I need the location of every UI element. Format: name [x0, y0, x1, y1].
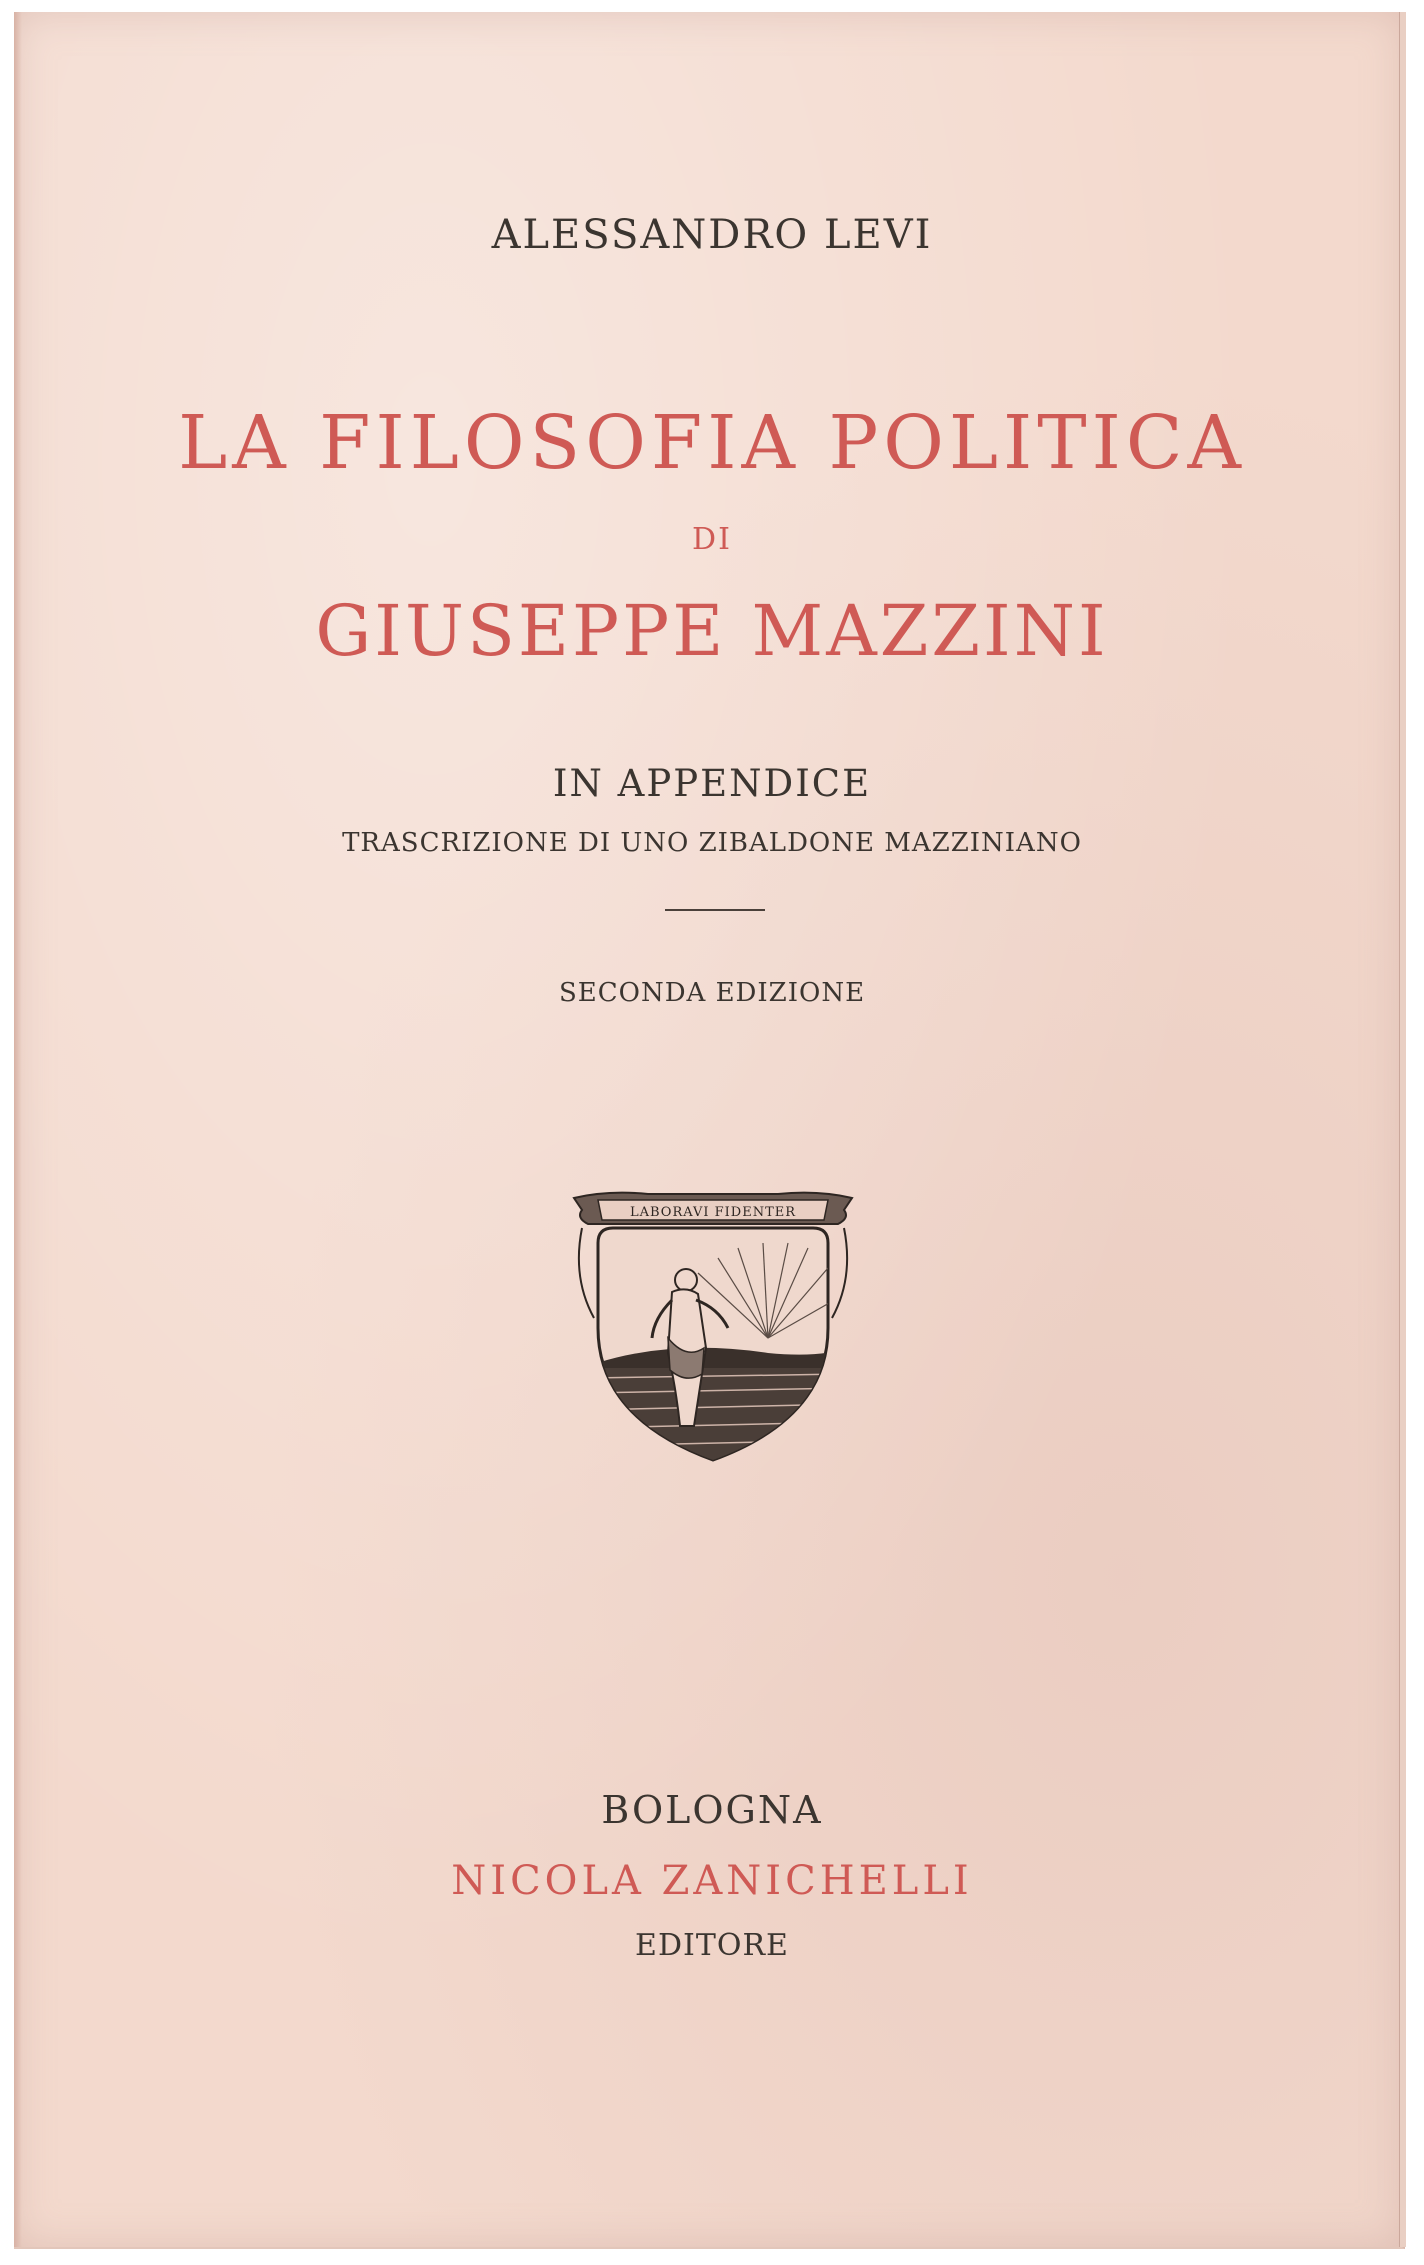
appendix-heading: IN APPENDICE: [552, 762, 872, 805]
divider-rule: [665, 909, 765, 911]
title-line-3: GIUSEPPE MAZZINI: [315, 590, 1109, 672]
publisher-city: BOLOGNA: [601, 1788, 823, 1832]
edition-label: SECONDA EDIZIONE: [558, 978, 866, 1008]
title-line-2: DI: [692, 522, 732, 557]
publisher-emblem-icon: [568, 1188, 858, 1468]
title-line-1: LA FILOSOFIA POLITICA: [178, 400, 1246, 486]
spine-edge: [14, 12, 22, 2247]
cover-paper: [14, 12, 1405, 2249]
author-name: ALESSANDRO LEVI: [491, 212, 933, 258]
publisher-role: EDITORE: [635, 1928, 789, 1963]
emblem-motto: LABORAVI FIDENTER: [629, 1205, 797, 1220]
page-edge: [1399, 12, 1406, 2247]
publisher-name: NICOLA ZANICHELLI: [451, 1858, 973, 1904]
appendix-subtitle: TRASCRIZIONE DI UNO ZIBALDONE MAZZINIANO: [342, 828, 1082, 858]
